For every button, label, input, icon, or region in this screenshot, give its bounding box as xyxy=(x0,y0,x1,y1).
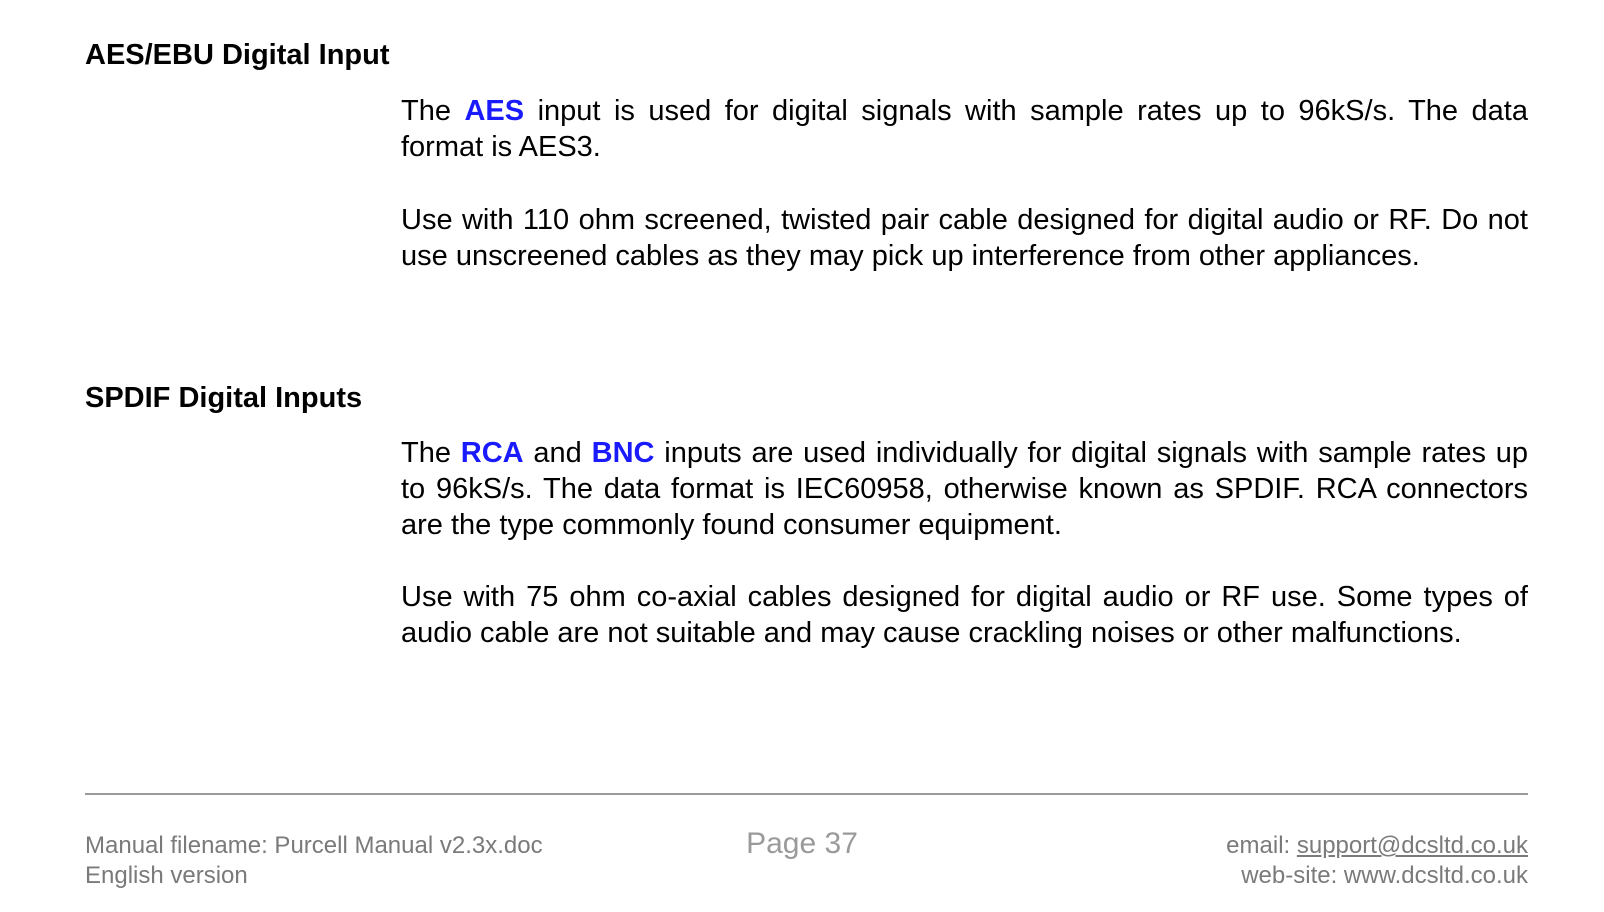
spdif-para1-pre: The xyxy=(401,437,461,469)
spdif-para1-mid: and xyxy=(523,437,592,469)
aes-para1-pre: The xyxy=(401,95,465,127)
page-number: Page 37 xyxy=(746,827,858,860)
aes-paragraph-2: Use with 110 ohm screened, twisted pair cable designed for digital audio or RF. Do not use unscreened cables as they may pick up interference from other appliances. xyxy=(401,204,1528,272)
spdif-paragraph-1 xyxy=(401,435,1528,543)
aes-para1-post: input is used for digital signals with sample rates up to 96kS/s. The data format is AES3. xyxy=(401,95,1528,163)
footer-right xyxy=(1226,831,1528,891)
section-heading-spdif: SPDIF Digital Inputs xyxy=(85,382,363,414)
footer-email-label: email: xyxy=(1226,832,1297,859)
footer-divider xyxy=(85,793,1528,795)
keyword-aes: AES xyxy=(464,95,525,127)
email-link[interactable]: support@dcsltd.co.uk xyxy=(1296,832,1528,859)
aes-paragraph-1 xyxy=(401,93,1528,165)
footer-filename: Manual filename: Purcell Manual v2.3x.doc xyxy=(85,832,543,859)
spdif-paragraph-2: Use with 75 ohm co-axial cables designed for digital audio or RF use. Some types of audio cable are not suitable and may cause crackling noises or other malfunctions. xyxy=(401,581,1528,649)
keyword-rca: RCA xyxy=(460,437,524,469)
footer-version: English version xyxy=(85,862,248,889)
footer-email-line xyxy=(1226,831,1528,861)
footer-website: web-site: www.dcsltd.co.uk xyxy=(1241,862,1528,889)
keyword-bnc: BNC xyxy=(591,437,655,469)
section-heading-aes-ebu: AES/EBU Digital Input xyxy=(85,39,390,71)
spdif-para1-post: inputs are used individually for digital signals with sample rates up to 96kS/s. The data format is IEC60958, otherwise known as SPDIF. RCA connectors are the type commonly found consumer equipment. xyxy=(401,437,1529,541)
